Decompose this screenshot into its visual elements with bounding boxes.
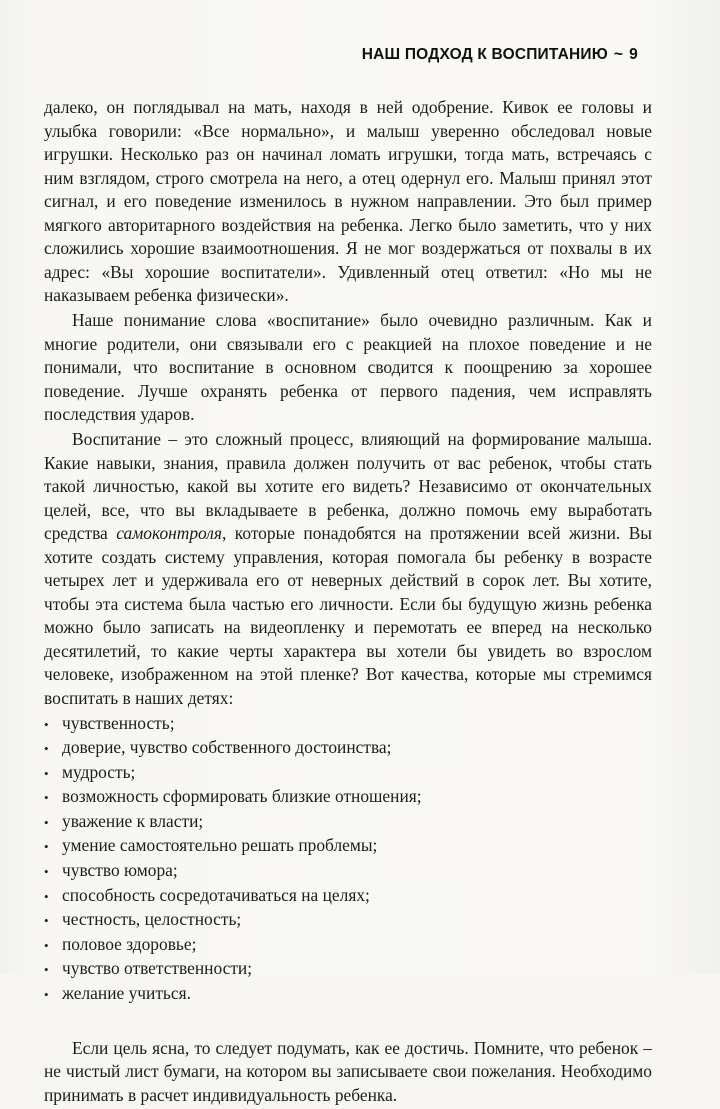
list-item-text: способность сосредотачиваться на целях; — [62, 884, 370, 905]
list-item — [44, 933, 652, 958]
paragraph-upbringing-process — [44, 428, 652, 710]
list-item-text: честность, целостность; — [62, 909, 242, 930]
body-text — [44, 96, 652, 1109]
bullet-icon: • — [44, 962, 49, 978]
list-item — [44, 908, 652, 933]
list-item — [44, 957, 652, 982]
bullet-icon: • — [44, 814, 49, 830]
list-item — [44, 810, 652, 835]
list-item-text: доверие, чувство собственного достоинства; — [62, 737, 392, 758]
list-item — [44, 982, 652, 1007]
bullet-icon: • — [44, 864, 49, 880]
list-item-text: чувство ответственности; — [62, 958, 253, 979]
emphasized-term: самоконтроля — [116, 523, 222, 543]
list-item-text: чувственность; — [62, 712, 175, 733]
list-item — [44, 834, 652, 859]
list-item — [44, 884, 652, 909]
bullet-icon: • — [44, 790, 49, 806]
list-item-text: чувство юмора; — [62, 860, 178, 881]
bullet-icon: • — [44, 987, 49, 1003]
list-item — [44, 712, 652, 737]
paragraph-continuation: далеко, он поглядывал на мать, находя в ней одобрение. Кивок ее головы и улыбка говорили: «Все нормально», и малыш уверенно обследовал новые игрушки. Несколько раз он начинал ломать игрушки, тогда мать, встречаясь с ним взглядом, строго смотрела на него, а отец одернул его. Малыш принял этот сигнал, и его поведение изменилось в нужном направлении. Это был пример мягкого авторитарного воздействия на ребенка. Легко было заметить, что у них сложились хорошие взаимоотношения. Я не мог воздержаться от похвалы в их адрес: «Вы хорошие воспитатели». Удивленный отец ответил: «Но мы не наказываем ребенка физически». — [44, 97, 652, 305]
list-item-text: возможность сформировать близкие отношения; — [62, 786, 422, 807]
bullet-icon: • — [44, 888, 49, 904]
bullet-icon: • — [44, 741, 49, 757]
list-item — [44, 736, 652, 761]
page-number: 9 — [629, 46, 638, 63]
paragraph-goal: Если цель ясна, то следует подумать, как ее достичь. Помните, что ребенок – не чистый лист бумаги, на котором вы записываете свои пожелания. Необходимо принимать в расчет индивидуальность ребенка. — [44, 1037, 652, 1105]
header-separator: ~ — [613, 46, 624, 63]
list-item-text: мудрость; — [62, 761, 136, 782]
paragraph-text-part: Воспитание – это сложный процесс, влияющий на формирование малыша. Какие навыки, знания, правила должен получить от вас ребенок, чтобы стать такой личностью, какой вы хотите его видеть? Независимо от окончательных целей, все, что вы вкладываете в ребенка, должно помочь ему выработать средства — [44, 429, 652, 543]
bullet-icon: • — [44, 913, 49, 929]
list-item-text: желание учиться. — [62, 983, 191, 1004]
list-item-text: уважение к власти; — [62, 810, 204, 831]
bullet-icon: • — [44, 937, 49, 953]
qualities-list — [44, 712, 652, 1007]
bullet-icon: • — [44, 839, 49, 855]
bullet-icon: • — [44, 716, 49, 732]
paragraph-text-part: , которые понадобятся на протяжении всей жизни. Вы хотите создать систему управления, которая помогала бы ребенку в возрасте четырех лет и удерживала его от неверных действий в сорок лет. Вы хотите, чтобы эта система была частью его личности. Если бы будущую жизнь ребенка можно было записать на видеопленку и перемотать ее вперед на несколько десятилетий, то какие черты характера вы хотели бы увидеть во взрослом человеке, изображенном на этой пленке? Вот качества, которые мы стремимся воспитать в наших детях: — [44, 523, 652, 708]
bullet-icon: • — [44, 765, 49, 781]
list-item — [44, 761, 652, 786]
list-item — [44, 859, 652, 884]
list-item-text: половое здоровье; — [62, 933, 197, 954]
chapter-title: НАШ ПОДХОД К ВОСПИТАНИЮ — [361, 46, 608, 63]
paragraph-upbringing-meaning: Наше понимание слова «воспитание» было очевидно различным. Как и многие родители, они связывали его с реакцией на плохое поведение и не понимали, что воспитание в основном сводится к поощрению за хорошее поведение. Лучше охранять ребенка от первого падения, чем исправлять последствия ударов. — [44, 310, 652, 424]
list-item — [44, 785, 652, 810]
list-item-text: умение самостоятельно решать проблемы; — [62, 835, 378, 856]
running-header — [362, 46, 638, 64]
